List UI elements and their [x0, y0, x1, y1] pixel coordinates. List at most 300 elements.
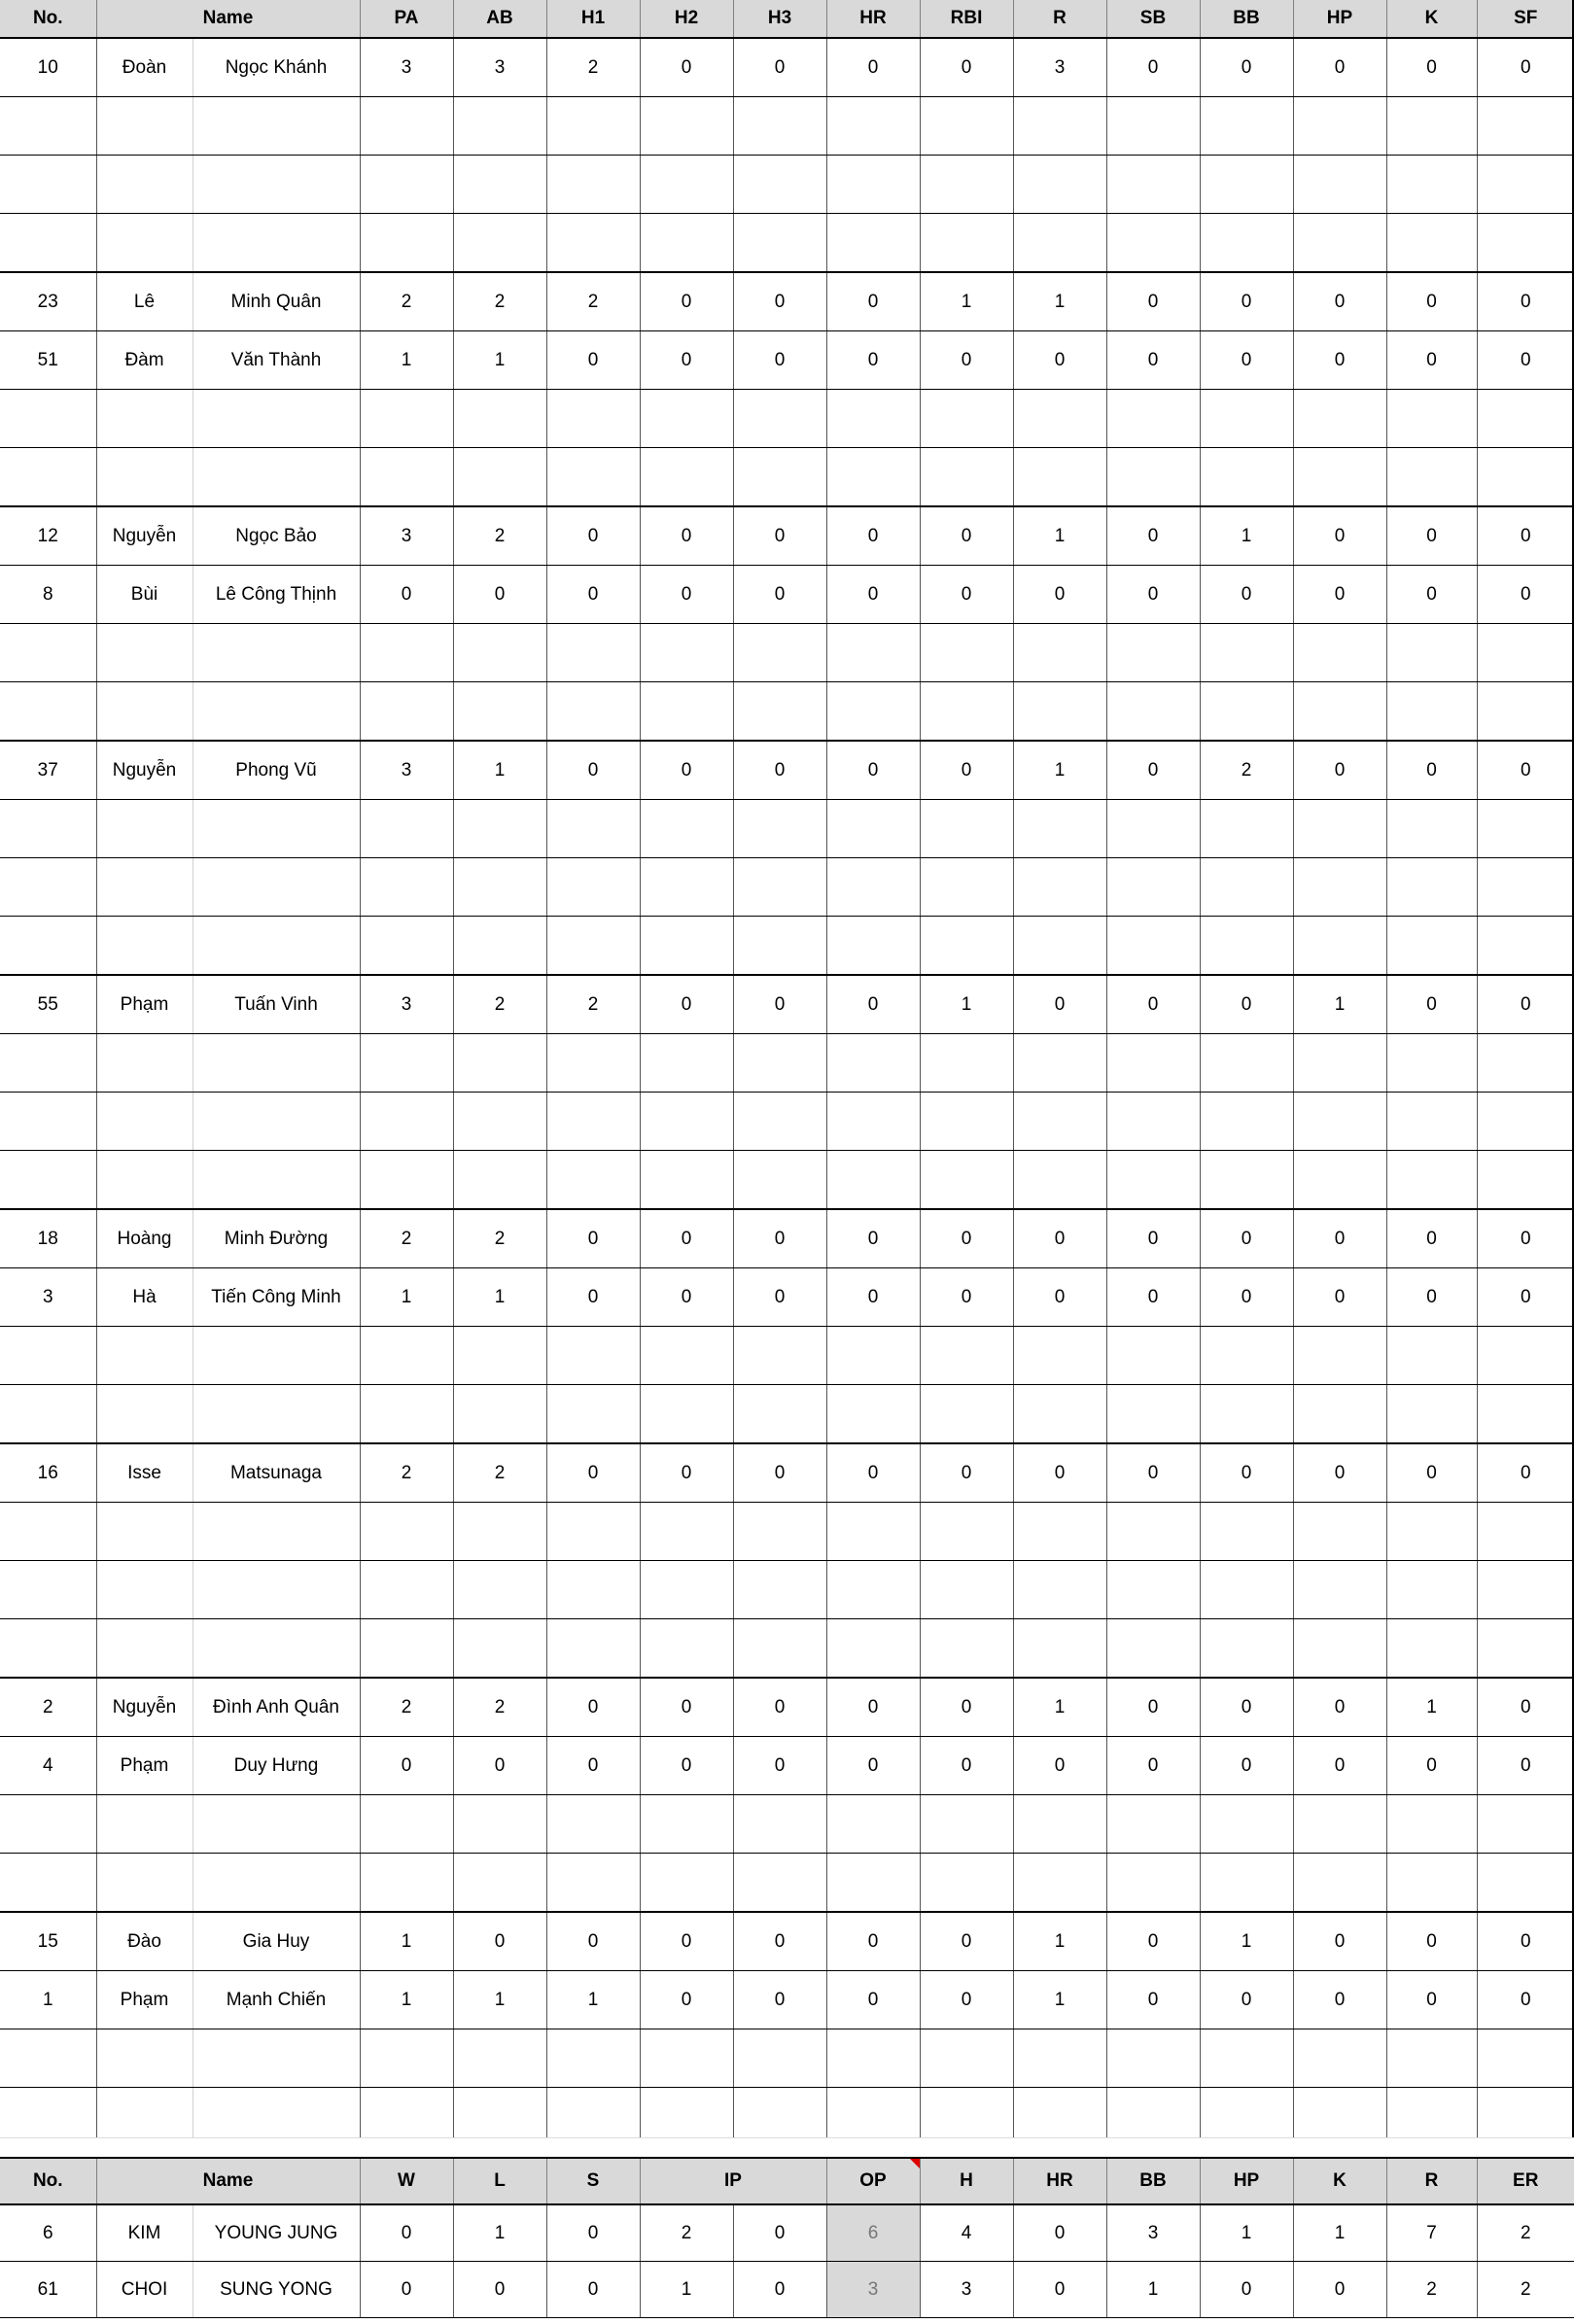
cell-h1[interactable]: 0 — [546, 741, 640, 800]
cell-r[interactable]: 0 — [1013, 331, 1106, 390]
cell-first-name[interactable] — [96, 448, 192, 507]
cell-h2[interactable]: 0 — [640, 272, 733, 331]
cell-first-name[interactable] — [96, 1034, 192, 1093]
cell-first-name[interactable]: Đàm — [96, 331, 192, 390]
cell-h3[interactable] — [733, 800, 826, 858]
cell-pa[interactable] — [360, 1619, 453, 1679]
cell-last-name[interactable]: Matsunaga — [192, 1443, 360, 1503]
cell-pa[interactable]: 1 — [360, 1912, 453, 1971]
cell-h1[interactable] — [546, 1151, 640, 1210]
cell-first-name[interactable] — [96, 1385, 192, 1444]
cell-sf[interactable] — [1477, 1795, 1574, 1854]
cell-ab[interactable]: 2 — [453, 272, 546, 331]
cell-rbi[interactable] — [920, 800, 1013, 858]
cell-hp[interactable] — [1293, 1093, 1386, 1151]
header-h3[interactable]: H3 — [733, 0, 826, 38]
cell-h2[interactable]: 0 — [640, 331, 733, 390]
cell-ab[interactable]: 0 — [453, 1912, 546, 1971]
cell-last-name[interactable] — [192, 156, 360, 214]
cell-h1[interactable] — [546, 917, 640, 976]
cell-sb[interactable] — [1106, 156, 1200, 214]
cell-last-name[interactable]: Mạnh Chiến — [192, 1971, 360, 2029]
cell-sb[interactable] — [1106, 1795, 1200, 1854]
cell-rbi[interactable]: 0 — [920, 1443, 1013, 1503]
cell-h1[interactable] — [546, 214, 640, 273]
cell-r[interactable]: 0 — [1013, 566, 1106, 624]
header-sb[interactable]: SB — [1106, 0, 1200, 38]
cell-k[interactable] — [1386, 624, 1477, 682]
cell-first-name[interactable] — [96, 1619, 192, 1679]
cell-sf[interactable]: 0 — [1477, 272, 1574, 331]
pitch-cell-last-name[interactable]: SUNG YONG — [192, 2262, 360, 2318]
cell-first-name[interactable] — [96, 624, 192, 682]
cell-first-name[interactable] — [96, 800, 192, 858]
cell-hp[interactable]: 0 — [1293, 566, 1386, 624]
cell-sb[interactable]: 0 — [1106, 38, 1200, 97]
cell-sf[interactable]: 0 — [1477, 1209, 1574, 1268]
cell-h1[interactable]: 0 — [546, 1209, 640, 1268]
cell-ab[interactable] — [453, 1327, 546, 1385]
cell-pa[interactable] — [360, 858, 453, 917]
cell-bb[interactable]: 0 — [1200, 566, 1293, 624]
cell-sf[interactable] — [1477, 1854, 1574, 1913]
cell-sb[interactable] — [1106, 448, 1200, 507]
cell-hr[interactable]: 0 — [826, 1971, 920, 2029]
cell-last-name[interactable]: Đình Anh Quân — [192, 1678, 360, 1737]
pitch-cell-no[interactable]: 6 — [0, 2204, 96, 2262]
cell-last-name[interactable]: Minh Đường — [192, 1209, 360, 1268]
cell-r[interactable]: 0 — [1013, 1209, 1106, 1268]
cell-hr[interactable] — [826, 1795, 920, 1854]
pitch-cell-er[interactable]: 2 — [1477, 2204, 1574, 2262]
cell-sf[interactable]: 0 — [1477, 506, 1574, 566]
cell-hp[interactable] — [1293, 156, 1386, 214]
cell-h2[interactable]: 0 — [640, 506, 733, 566]
header-r[interactable]: R — [1013, 0, 1106, 38]
cell-k[interactable]: 0 — [1386, 506, 1477, 566]
cell-pa[interactable]: 3 — [360, 975, 453, 1034]
cell-last-name[interactable] — [192, 1151, 360, 1210]
cell-pa[interactable] — [360, 1093, 453, 1151]
cell-h1[interactable]: 2 — [546, 38, 640, 97]
cell-last-name[interactable]: Duy Hưng — [192, 1737, 360, 1795]
cell-sf[interactable]: 0 — [1477, 1912, 1574, 1971]
cell-ab[interactable] — [453, 448, 546, 507]
cell-h2[interactable]: 0 — [640, 38, 733, 97]
cell-h2[interactable] — [640, 1034, 733, 1093]
cell-hr[interactable]: 0 — [826, 1268, 920, 1327]
cell-k[interactable]: 0 — [1386, 1912, 1477, 1971]
cell-h2[interactable]: 0 — [640, 1737, 733, 1795]
cell-bb[interactable] — [1200, 97, 1293, 156]
pitch-cell-w[interactable]: 0 — [360, 2262, 453, 2318]
cell-h2[interactable]: 0 — [640, 1209, 733, 1268]
cell-sb[interactable] — [1106, 1151, 1200, 1210]
cell-bb[interactable]: 0 — [1200, 1971, 1293, 2029]
cell-h1[interactable] — [546, 682, 640, 742]
cell-bb[interactable]: 0 — [1200, 1268, 1293, 1327]
cell-k[interactable] — [1386, 1619, 1477, 1679]
cell-rbi[interactable] — [920, 97, 1013, 156]
cell-hr[interactable] — [826, 624, 920, 682]
cell-h1[interactable] — [546, 800, 640, 858]
cell-no[interactable]: 3 — [0, 1268, 96, 1327]
cell-h3[interactable] — [733, 1151, 826, 1210]
cell-h3[interactable]: 0 — [733, 1737, 826, 1795]
cell-hr[interactable] — [826, 682, 920, 742]
cell-sb[interactable] — [1106, 1854, 1200, 1913]
cell-h1[interactable] — [546, 448, 640, 507]
cell-no[interactable] — [0, 1093, 96, 1151]
cell-hp[interactable] — [1293, 1619, 1386, 1679]
cell-r[interactable] — [1013, 1619, 1106, 1679]
cell-hr[interactable] — [826, 800, 920, 858]
cell-ab[interactable] — [453, 1093, 546, 1151]
cell-pa[interactable] — [360, 2029, 453, 2088]
cell-bb[interactable] — [1200, 156, 1293, 214]
cell-first-name[interactable] — [96, 1151, 192, 1210]
cell-no[interactable]: 51 — [0, 331, 96, 390]
cell-h1[interactable] — [546, 97, 640, 156]
cell-k[interactable]: 0 — [1386, 566, 1477, 624]
cell-bb[interactable]: 0 — [1200, 1678, 1293, 1737]
cell-h1[interactable]: 0 — [546, 1737, 640, 1795]
cell-ab[interactable] — [453, 1619, 546, 1679]
cell-ab[interactable] — [453, 1561, 546, 1619]
cell-last-name[interactable] — [192, 1503, 360, 1561]
cell-first-name[interactable] — [96, 1503, 192, 1561]
cell-ab[interactable] — [453, 1854, 546, 1913]
cell-h3[interactable] — [733, 1619, 826, 1679]
cell-ab[interactable]: 0 — [453, 1737, 546, 1795]
cell-last-name[interactable] — [192, 1093, 360, 1151]
cell-k[interactable] — [1386, 800, 1477, 858]
cell-r[interactable]: 1 — [1013, 1678, 1106, 1737]
cell-no[interactable]: 2 — [0, 1678, 96, 1737]
cell-last-name[interactable] — [192, 800, 360, 858]
pitch-cell-s[interactable]: 0 — [546, 2204, 640, 2262]
cell-sb[interactable]: 0 — [1106, 331, 1200, 390]
cell-pa[interactable]: 0 — [360, 566, 453, 624]
cell-sb[interactable] — [1106, 1093, 1200, 1151]
cell-sf[interactable] — [1477, 1503, 1574, 1561]
cell-hp[interactable] — [1293, 682, 1386, 742]
cell-ab[interactable]: 2 — [453, 1209, 546, 1268]
cell-bb[interactable] — [1200, 1503, 1293, 1561]
cell-hr[interactable]: 0 — [826, 566, 920, 624]
cell-bb[interactable] — [1200, 1151, 1293, 1210]
cell-k[interactable]: 0 — [1386, 741, 1477, 800]
cell-sb[interactable]: 0 — [1106, 1912, 1200, 1971]
cell-rbi[interactable] — [920, 390, 1013, 448]
cell-h2[interactable]: 0 — [640, 1971, 733, 2029]
cell-rbi[interactable] — [920, 1385, 1013, 1444]
cell-sb[interactable] — [1106, 858, 1200, 917]
cell-sb[interactable]: 0 — [1106, 506, 1200, 566]
cell-pa[interactable]: 1 — [360, 331, 453, 390]
cell-r[interactable] — [1013, 1151, 1106, 1210]
cell-rbi[interactable] — [920, 624, 1013, 682]
cell-no[interactable]: 10 — [0, 38, 96, 97]
cell-last-name[interactable]: Ngọc Khánh — [192, 38, 360, 97]
cell-sf[interactable]: 0 — [1477, 741, 1574, 800]
cell-h3[interactable]: 0 — [733, 1678, 826, 1737]
cell-no[interactable] — [0, 800, 96, 858]
cell-rbi[interactable] — [920, 156, 1013, 214]
cell-sb[interactable] — [1106, 214, 1200, 273]
cell-sb[interactable]: 0 — [1106, 1268, 1200, 1327]
cell-k[interactable] — [1386, 1327, 1477, 1385]
pitch-cell-l[interactable]: 0 — [453, 2262, 546, 2318]
cell-r[interactable] — [1013, 448, 1106, 507]
cell-sb[interactable]: 0 — [1106, 741, 1200, 800]
cell-h2[interactable] — [640, 917, 733, 976]
cell-bb[interactable] — [1200, 1034, 1293, 1093]
cell-h3[interactable]: 0 — [733, 272, 826, 331]
header-no[interactable]: No. — [0, 0, 96, 38]
cell-bb[interactable]: 0 — [1200, 975, 1293, 1034]
cell-hr[interactable]: 0 — [826, 1209, 920, 1268]
cell-k[interactable] — [1386, 1503, 1477, 1561]
cell-rbi[interactable]: 0 — [920, 506, 1013, 566]
cell-k[interactable] — [1386, 1854, 1477, 1913]
cell-pa[interactable] — [360, 1561, 453, 1619]
cell-last-name[interactable] — [192, 1327, 360, 1385]
cell-h2[interactable]: 0 — [640, 975, 733, 1034]
cell-bb[interactable] — [1200, 1093, 1293, 1151]
cell-bb[interactable]: 1 — [1200, 1912, 1293, 1971]
pitch-cell-l[interactable]: 1 — [453, 2204, 546, 2262]
cell-pa[interactable]: 2 — [360, 1209, 453, 1268]
cell-sb[interactable] — [1106, 1503, 1200, 1561]
pitch-header-er[interactable]: ER — [1477, 2158, 1574, 2204]
cell-bb[interactable] — [1200, 214, 1293, 273]
cell-pa[interactable] — [360, 1034, 453, 1093]
cell-hr[interactable] — [826, 156, 920, 214]
cell-h2[interactable]: 0 — [640, 1443, 733, 1503]
pitch-header-r[interactable]: R — [1386, 2158, 1477, 2204]
cell-first-name[interactable] — [96, 1327, 192, 1385]
cell-rbi[interactable]: 0 — [920, 1678, 1013, 1737]
cell-no[interactable]: 16 — [0, 1443, 96, 1503]
cell-bb[interactable] — [1200, 390, 1293, 448]
cell-k[interactable]: 0 — [1386, 1971, 1477, 2029]
cell-h3[interactable] — [733, 624, 826, 682]
cell-sf[interactable] — [1477, 214, 1574, 273]
cell-h3[interactable]: 0 — [733, 1971, 826, 2029]
header-hp[interactable]: HP — [1293, 0, 1386, 38]
cell-h3[interactable]: 0 — [733, 38, 826, 97]
cell-rbi[interactable]: 0 — [920, 1737, 1013, 1795]
cell-pa[interactable] — [360, 1854, 453, 1913]
cell-last-name[interactable] — [192, 624, 360, 682]
cell-last-name[interactable]: Lê Công Thịnh — [192, 566, 360, 624]
cell-hp[interactable]: 0 — [1293, 1678, 1386, 1737]
cell-first-name[interactable]: Nguyễn — [96, 1678, 192, 1737]
cell-pa[interactable] — [360, 1795, 453, 1854]
cell-r[interactable] — [1013, 1093, 1106, 1151]
cell-first-name[interactable] — [96, 2029, 192, 2088]
cell-sf[interactable] — [1477, 858, 1574, 917]
cell-pa[interactable] — [360, 1327, 453, 1385]
cell-no[interactable] — [0, 214, 96, 273]
cell-ab[interactable] — [453, 214, 546, 273]
cell-last-name[interactable] — [192, 2029, 360, 2088]
cell-rbi[interactable]: 0 — [920, 741, 1013, 800]
cell-hr[interactable] — [826, 1151, 920, 1210]
cell-h2[interactable] — [640, 1151, 733, 1210]
cell-h3[interactable] — [733, 97, 826, 156]
cell-bb[interactable] — [1200, 1795, 1293, 1854]
cell-first-name[interactable] — [96, 390, 192, 448]
cell-rbi[interactable] — [920, 2029, 1013, 2088]
cell-k[interactable] — [1386, 1151, 1477, 1210]
pitch-header-h[interactable]: H — [920, 2158, 1013, 2204]
cell-bb[interactable]: 0 — [1200, 331, 1293, 390]
cell-r[interactable] — [1013, 1385, 1106, 1444]
cell-last-name[interactable] — [192, 1034, 360, 1093]
cell-hp[interactable]: 0 — [1293, 506, 1386, 566]
cell-k[interactable]: 0 — [1386, 1443, 1477, 1503]
cell-hr[interactable]: 0 — [826, 272, 920, 331]
cell-bb[interactable] — [1200, 1854, 1293, 1913]
cell-sf[interactable] — [1477, 97, 1574, 156]
cell-h1[interactable] — [546, 1561, 640, 1619]
cell-no[interactable]: 23 — [0, 272, 96, 331]
cell-h1[interactable]: 0 — [546, 1678, 640, 1737]
cell-ab[interactable] — [453, 1034, 546, 1093]
cell-k[interactable] — [1386, 448, 1477, 507]
cell-no[interactable] — [0, 1503, 96, 1561]
cell-pa[interactable] — [360, 800, 453, 858]
cell-last-name[interactable]: Tiến Công Minh — [192, 1268, 360, 1327]
cell-k[interactable] — [1386, 1795, 1477, 1854]
cell-h3[interactable]: 0 — [733, 1443, 826, 1503]
cell-hr[interactable] — [826, 448, 920, 507]
pitch-header-hp[interactable]: HP — [1200, 2158, 1293, 2204]
header-h2[interactable]: H2 — [640, 0, 733, 38]
cell-h1[interactable] — [546, 1795, 640, 1854]
cell-hr[interactable]: 0 — [826, 331, 920, 390]
cell-bb[interactable] — [1200, 1561, 1293, 1619]
cell-first-name[interactable]: Nguyễn — [96, 506, 192, 566]
cell-rbi[interactable]: 0 — [920, 566, 1013, 624]
pitch-cell-last-name[interactable]: YOUNG JUNG — [192, 2204, 360, 2262]
pitch-cell-ip-whole[interactable]: 1 — [640, 2262, 733, 2318]
cell-sf[interactable]: 0 — [1477, 1268, 1574, 1327]
cell-hp[interactable]: 0 — [1293, 1443, 1386, 1503]
pitch-header-bb[interactable]: BB — [1106, 2158, 1200, 2204]
cell-h3[interactable]: 0 — [733, 1209, 826, 1268]
cell-k[interactable] — [1386, 2029, 1477, 2088]
cell-hr[interactable]: 0 — [826, 741, 920, 800]
cell-hp[interactable] — [1293, 858, 1386, 917]
cell-sf[interactable] — [1477, 624, 1574, 682]
cell-sf[interactable] — [1477, 1385, 1574, 1444]
cell-bb[interactable] — [1200, 858, 1293, 917]
cell-sf[interactable] — [1477, 1093, 1574, 1151]
cell-ab[interactable] — [453, 156, 546, 214]
cell-sb[interactable]: 0 — [1106, 566, 1200, 624]
cell-bb[interactable]: 0 — [1200, 1209, 1293, 1268]
cell-rbi[interactable] — [920, 214, 1013, 273]
cell-sf[interactable] — [1477, 156, 1574, 214]
pitch-cell-op[interactable]: 3 — [826, 2262, 920, 2318]
cell-r[interactable]: 0 — [1013, 1737, 1106, 1795]
header-sf[interactable]: SF — [1477, 0, 1574, 38]
cell-first-name[interactable] — [96, 1795, 192, 1854]
pitch-cell-w[interactable]: 0 — [360, 2204, 453, 2262]
cell-rbi[interactable]: 0 — [920, 38, 1013, 97]
pitch-cell-bb[interactable]: 3 — [1106, 2204, 1200, 2262]
cell-hr[interactable] — [826, 97, 920, 156]
cell-ab[interactable]: 2 — [453, 1678, 546, 1737]
cell-last-name[interactable] — [192, 1854, 360, 1913]
cell-hr[interactable] — [826, 1327, 920, 1385]
cell-h2[interactable] — [640, 390, 733, 448]
cell-k[interactable] — [1386, 858, 1477, 917]
cell-rbi[interactable]: 0 — [920, 1912, 1013, 1971]
cell-sf[interactable] — [1477, 800, 1574, 858]
cell-bb[interactable] — [1200, 624, 1293, 682]
comment-indicator-icon[interactable] — [910, 2159, 920, 2168]
cell-h2[interactable] — [640, 1619, 733, 1679]
pitch-header-l[interactable]: L — [453, 2158, 546, 2204]
cell-r[interactable]: 3 — [1013, 38, 1106, 97]
cell-first-name[interactable]: Hoàng — [96, 1209, 192, 1268]
cell-first-name[interactable]: Isse — [96, 1443, 192, 1503]
cell-bb[interactable] — [1200, 448, 1293, 507]
pitch-header-k[interactable]: K — [1293, 2158, 1386, 2204]
cell-hp[interactable]: 0 — [1293, 272, 1386, 331]
pitch-header-w[interactable]: W — [360, 2158, 453, 2204]
cell-ab[interactable] — [453, 682, 546, 742]
header-k[interactable]: K — [1386, 0, 1477, 38]
cell-h2[interactable] — [640, 448, 733, 507]
cell-r[interactable]: 1 — [1013, 1912, 1106, 1971]
cell-h2[interactable]: 0 — [640, 1268, 733, 1327]
cell-rbi[interactable]: 0 — [920, 1209, 1013, 1268]
cell-pa[interactable]: 3 — [360, 38, 453, 97]
cell-h3[interactable] — [733, 390, 826, 448]
cell-hp[interactable] — [1293, 448, 1386, 507]
cell-h2[interactable] — [640, 2029, 733, 2088]
cell-pa[interactable]: 3 — [360, 506, 453, 566]
cell-hr[interactable]: 0 — [826, 1737, 920, 1795]
cell-sb[interactable]: 0 — [1106, 1971, 1200, 2029]
cell-h1[interactable]: 1 — [546, 1971, 640, 2029]
cell-last-name[interactable] — [192, 1385, 360, 1444]
cell-first-name[interactable] — [96, 917, 192, 976]
cell-first-name[interactable]: Lê — [96, 272, 192, 331]
cell-hp[interactable] — [1293, 1561, 1386, 1619]
cell-sf[interactable] — [1477, 1034, 1574, 1093]
cell-sb[interactable]: 0 — [1106, 975, 1200, 1034]
cell-k[interactable]: 0 — [1386, 975, 1477, 1034]
cell-first-name[interactable]: Phạm — [96, 1971, 192, 2029]
cell-hp[interactable]: 0 — [1293, 1737, 1386, 1795]
cell-r[interactable] — [1013, 97, 1106, 156]
cell-h1[interactable] — [546, 624, 640, 682]
cell-r[interactable] — [1013, 682, 1106, 742]
cell-h3[interactable] — [733, 1503, 826, 1561]
pitch-cell-ip-frac[interactable]: 0 — [733, 2262, 826, 2318]
cell-ab[interactable] — [453, 917, 546, 976]
cell-h3[interactable] — [733, 2029, 826, 2088]
cell-sf[interactable] — [1477, 1619, 1574, 1679]
cell-no[interactable]: 4 — [0, 1737, 96, 1795]
cell-r[interactable] — [1013, 624, 1106, 682]
